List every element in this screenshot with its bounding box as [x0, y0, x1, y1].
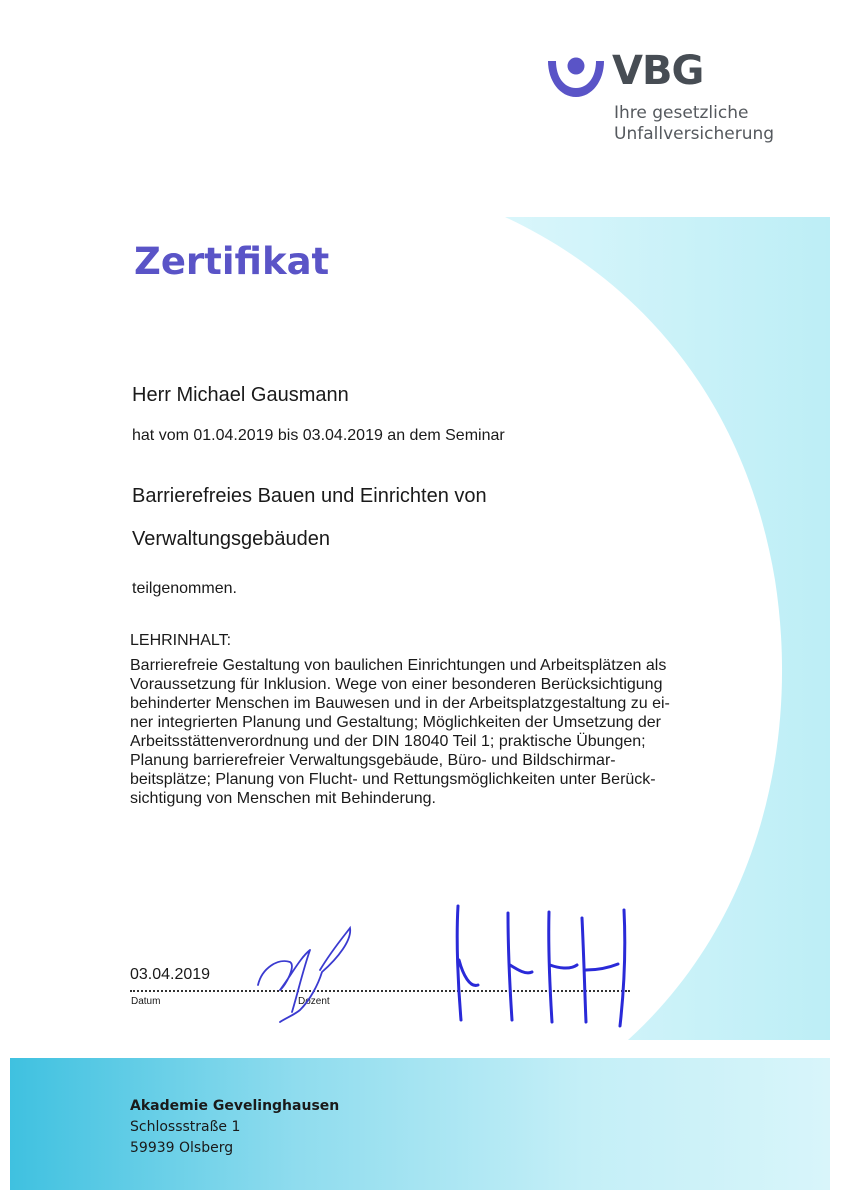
footer-street: Schlossstraße 1 — [130, 1119, 241, 1135]
certificate-title: Zertifikat — [134, 240, 330, 283]
recipient-name: Herr Michael Gausmann — [132, 384, 349, 406]
content-line: Voraussetzung für Inklusion. Wege von einer besonderen Berücksichtigung — [130, 676, 663, 693]
vbg-logo-tagline-line1: Ihre gesetzliche — [614, 103, 749, 123]
content-line: sichtigung von Menschen mit Behinderung. — [130, 790, 436, 807]
content-line: Planung barrierefreier Verwaltungsgebäude, Büro- und Bildschirmar- — [130, 752, 616, 769]
lecturer-label: Dozent — [298, 996, 330, 1007]
signature-line — [130, 990, 630, 992]
vbg-logo-mark-icon — [546, 57, 606, 99]
course-title-line1: Barrierefreies Bauen und Einrichten von — [132, 485, 487, 507]
course-title-line2: Verwaltungsgebäuden — [132, 528, 330, 550]
issue-date: 03.04.2019 — [130, 966, 211, 983]
vbg-logo — [546, 48, 786, 150]
content-heading: LEHRINHALT: — [130, 632, 232, 649]
footer-address — [130, 1096, 339, 1159]
date-label: Datum — [131, 996, 161, 1007]
content-line: Arbeitsstättenverordnung und der DIN 18040 Teil 1; praktische Übungen; — [130, 733, 646, 750]
content-line: ner integrierten Planung und Gestaltung; Möglichkeiten der Umsetzung der — [130, 714, 661, 731]
background-arc — [505, 217, 830, 1040]
footer-city: 59939 Olsberg — [130, 1140, 234, 1156]
vbg-logo-tagline — [614, 103, 774, 145]
content-description — [130, 656, 670, 808]
seminar-period: hat vom 01.04.2019 bis 03.04.2019 an dem Seminar — [132, 427, 505, 444]
participation-text: teilgenommen. — [132, 580, 237, 597]
content-line: behinderter Menschen im Bauwesen und in der Arbeitsplatzgestaltung zu ei- — [130, 695, 670, 712]
footer-academy-name: Akademie Gevelinghausen — [130, 1098, 340, 1114]
content-line: beitsplätze; Planung von Flucht- und Rettungsmöglichkeiten unter Berück- — [130, 771, 656, 788]
vbg-logo-tagline-line2: Unfallversicherung — [614, 124, 775, 144]
vbg-logo-name: VBG — [612, 48, 704, 94]
content-line: Barrierefreie Gestaltung von baulichen Einrichtungen und Arbeitsplätzen als — [130, 657, 667, 674]
